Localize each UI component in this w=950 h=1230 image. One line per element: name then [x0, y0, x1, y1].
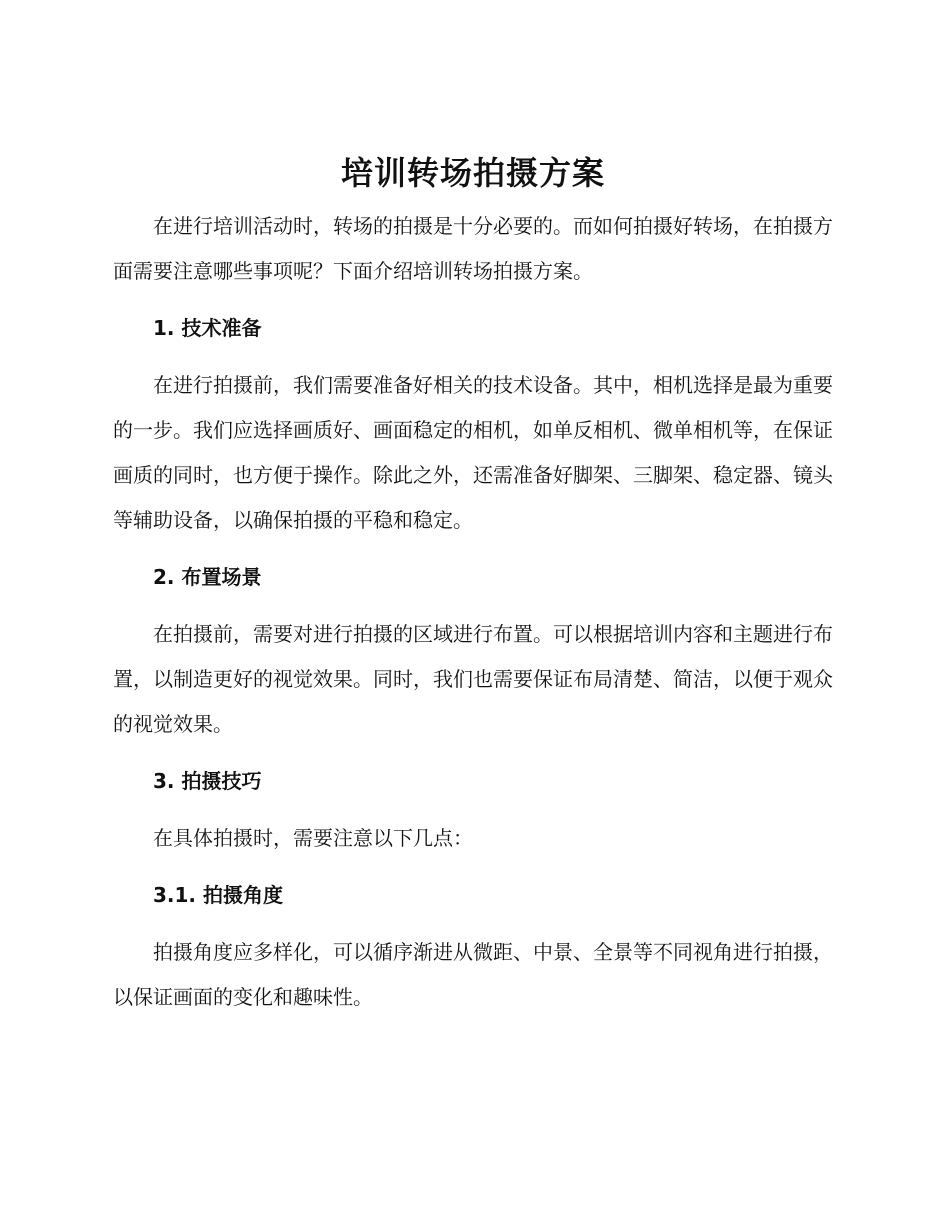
document-title: 培训转场拍摄方案 — [340, 154, 605, 192]
intro-paragraph: 在进行培训活动时，转场的拍摄是十分必要的。而如何拍摄好转场，在拍摄方面需要注意哪些事项呢？下面介绍培训转场拍摄方案。 — [113, 214, 833, 283]
section-body-shooting-tips: 在具体拍摄时，需要注意以下几点： — [153, 826, 473, 850]
section-body-scene-setup: 在拍摄前，需要对进行拍摄的区域进行布置。可以根据培训内容和主题进行布置，以制造更好的视觉效果。同时，我们也需要保证布局清楚、简洁，以便于观众的视觉效果。 — [113, 622, 833, 736]
document-page — [113, 148, 833, 1020]
section-heading-technical-prep: 1. 技术准备 — [153, 316, 262, 340]
section-heading-shooting-tips: 3. 拍摄技巧 — [153, 769, 262, 793]
section-body-shooting-angle: 拍摄角度应多样化，可以循序渐进从微距、中景、全景等不同视角进行拍摄，以保证画面的变化和趣味性。 — [113, 940, 833, 1009]
section-heading-shooting-angle: 3.1. 拍摄角度 — [153, 883, 283, 907]
section-body-technical-prep: 在进行拍摄前，我们需要准备好相关的技术设备。其中，相机选择是最为重要的一步。我们应选择画质好、画面稳定的相机，如单反相机、微单相机等，在保证画质的同时，也方便于操作。除此之外，还需准备好脚架、三脚架、稳定器、镜头等辅助设备，以确保拍摄的平稳和稳定。 — [113, 373, 833, 532]
section-heading-scene-setup: 2. 布置场景 — [153, 565, 262, 589]
